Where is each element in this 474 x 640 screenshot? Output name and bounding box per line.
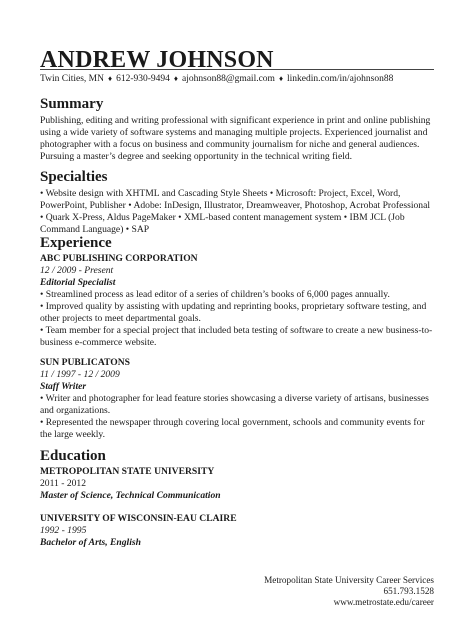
- job-entry: [40, 253, 434, 349]
- education-heading: Education: [40, 448, 106, 464]
- job-bullet: • Team member for a special project that included beta testing of software to create a new business-to-business e-commerce website.: [40, 325, 433, 348]
- career-services-footer: [264, 575, 434, 608]
- job-entry: [40, 357, 434, 441]
- footer-office: Metropolitan State University Career Services: [264, 575, 434, 585]
- job-bullet: • Improved quality by assisting with updating and reprinting books, proprietary software testing, and other projects to meet departmental goals.: [40, 301, 427, 324]
- job-bullet: • Writer and photographer for lead feature stories showcasing a diverse variety of artisans, businesses and organizations.: [40, 393, 429, 416]
- contact-location: Twin Cities, MN: [40, 74, 104, 84]
- footer-website-link[interactable]: www.metrostate.edu/career: [333, 597, 434, 607]
- experience-heading: Experience: [40, 235, 112, 251]
- specialties-text: • Website design with XHTML and Cascading Style Sheets • Microsoft: Project, Excel, Word, PowerPoint, Publisher • Adobe: InDesign, Illustrator, Dreamweaver, Photoshop, Acrobat Professional • Quark X-Press, Aldus PageMaker • XML-based content management system • IBM JCL (Job Command Language) • SAP: [40, 188, 431, 235]
- summary-text: Publishing, editing and writing professional with significant experience in print and online publishing using a wide variety of software systems and managing multiple projects. Experienced journalist and photographer with a focus on business and community journalism for niche and general audiences. Pursuing a master’s degree and seeking opportunity in the technical writing field.: [40, 115, 431, 162]
- job-title: Staff Writer: [40, 381, 87, 392]
- job-dates: 11 / 1997 - 12 / 2009: [40, 369, 120, 380]
- job-bullet: • Represented the newspaper through covering local government, schools and community events for the large weekly.: [40, 417, 425, 440]
- summary-heading: Summary: [40, 96, 104, 112]
- job-employer: SUN PUBLICATONS: [40, 357, 131, 368]
- education-entry: [40, 466, 434, 502]
- job-dates: 12 / 2009 - Present: [40, 265, 114, 276]
- contact-linkedin: linkedin.com/in/ajohnson88: [287, 74, 394, 84]
- school-dates: 2011 - 2012: [40, 478, 87, 489]
- contact-email: ajohnson88@gmail.com: [182, 74, 275, 84]
- diamond-separator-icon: ♦: [278, 74, 284, 83]
- education-entry: [40, 513, 434, 549]
- school-name: METROPOLITAN STATE UNIVERSITY: [40, 466, 215, 477]
- footer-phone: 651.793.1528: [383, 586, 434, 596]
- job-bullet: • Streamlined process as lead editor of a series of children’s books of 6,000 pages annually.: [40, 289, 390, 300]
- degree-name: Bachelor of Arts, English: [40, 537, 141, 548]
- job-employer: ABC PUBLISHING CORPORATION: [40, 253, 198, 264]
- diamond-separator-icon: ♦: [108, 74, 113, 83]
- job-title: Editorial Specialist: [40, 277, 116, 288]
- specialties-heading: Specialties: [40, 169, 108, 185]
- contact-line: [40, 73, 393, 85]
- school-dates: 1992 - 1995: [40, 525, 87, 536]
- degree-name: Master of Science, Technical Communication: [40, 490, 221, 501]
- diamond-separator-icon: ♦: [173, 74, 179, 83]
- contact-phone: 612-930-9494: [116, 74, 170, 84]
- school-name: UNIVERSITY OF WISCONSIN-EAU CLAIRE: [40, 513, 237, 524]
- header-divider: [40, 69, 434, 70]
- candidate-name: ANDREW JOHNSON: [40, 47, 274, 73]
